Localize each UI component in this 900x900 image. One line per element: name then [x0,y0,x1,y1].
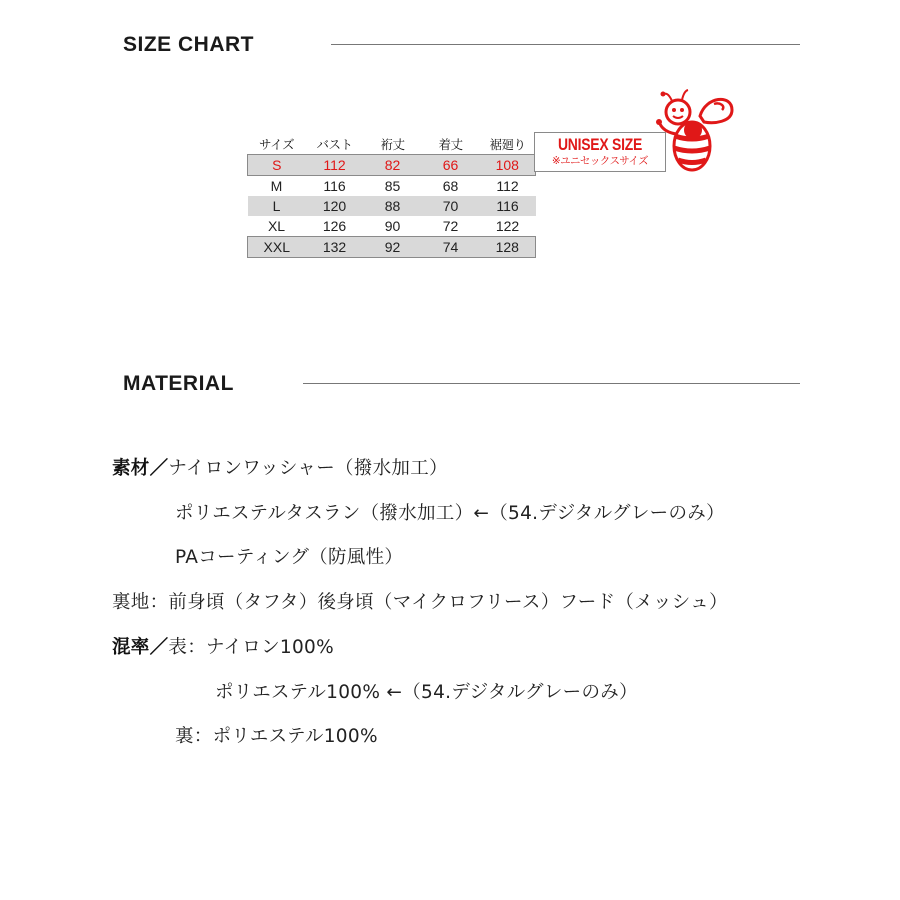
table-cell: M [270,178,283,194]
table-cell: 112 [306,155,364,176]
material-text: PAコーティング（防風性） [175,547,404,568]
table-cell: 70 [422,196,480,216]
table-cell: 126 [322,218,347,234]
table-cell: 82 [364,155,422,176]
table-cell: 88 [364,196,422,216]
header-length: 着丈 [438,137,463,152]
size-chart-divider [331,44,800,45]
table-cell: 72 [442,218,459,234]
material-line [175,722,378,748]
material-line [112,454,448,480]
header-bust: バスト [316,137,353,152]
material-text: ポリエステルタスラン（撥水加工）←（54.デジタルグレーのみ） [175,503,725,524]
table-cell: 85 [384,178,401,194]
table-cell: 122 [495,218,520,234]
table-cell: XXL [248,237,306,258]
size-table [247,134,536,258]
unisex-size-badge [534,132,666,172]
material-line [215,678,638,704]
table-row [248,216,536,237]
material-title: MATERIAL [123,372,234,395]
table-cell: 92 [364,237,422,258]
header-hem: 裾廻り [489,137,526,152]
material-text: 裏：ポリエステル100% [175,726,378,747]
size-table-header-row [248,134,536,155]
material-line [112,588,728,614]
table-cell: 132 [306,237,364,258]
header-size: サイズ [258,137,294,152]
material-line [175,499,725,525]
table-cell: 116 [323,178,346,194]
material-label: 混率／ [112,637,169,658]
material-text: ポリエステル100% ←（54.デジタルグレーのみ） [215,682,638,703]
table-row [248,237,536,258]
material-line [175,543,403,569]
table-cell: 68 [442,178,459,194]
bee-mascot-icon [648,88,738,178]
table-row [248,196,536,216]
material-text: 表：ナイロン100% [168,637,335,658]
table-cell: XL [267,218,286,234]
table-cell: 120 [306,196,364,216]
table-row [248,155,536,176]
material-text: 裏地：前身頃（タフタ）後身頃（マイクロフリース）フード（メッシュ） [112,592,728,613]
material-label: 素材／ [112,458,169,479]
header-sleeve: 裄丈 [380,137,405,152]
size-chart-title: SIZE CHART [123,33,254,56]
table-cell: 74 [422,237,480,258]
material-text: ナイロンワッシャー（撥水加工） [168,458,448,479]
table-row [248,176,536,197]
material-divider [303,383,800,384]
table-cell: 112 [496,178,519,194]
table-cell: 90 [384,218,401,234]
table-cell: L [248,196,306,216]
table-cell: S [248,155,306,176]
table-cell: 66 [422,155,480,176]
unisex-size-subtitle: ※ユニセックスサイズ [551,155,649,167]
material-line [112,633,334,659]
table-cell: 128 [480,237,536,258]
unisex-size-title: UNISEX SIZE [557,135,643,154]
table-cell: 116 [480,196,536,216]
table-cell: 108 [480,155,536,176]
